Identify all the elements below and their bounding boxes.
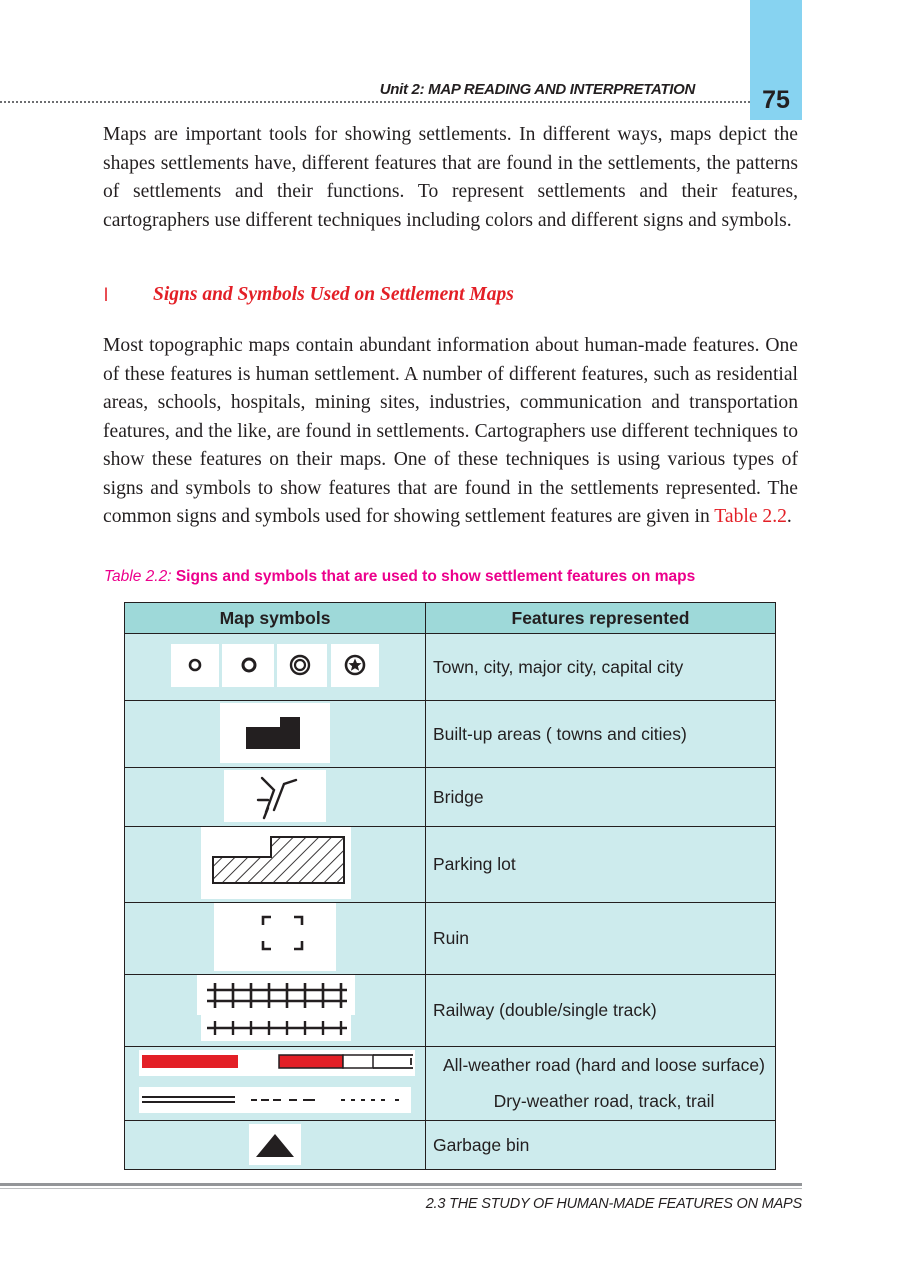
paragraph-intro: Maps are important tools for showing settlements. In different ways, maps depict the shapes settlements have, different features that are found in the settlements, the patterns of settlements and their functions. To represent settlements and their features, cartographers use different techniques including colors and different signs and symbols. [103, 124, 798, 231]
bridge-icon [224, 770, 326, 822]
parking-lot-icon [201, 827, 351, 899]
major-city-symbol-icon [277, 644, 327, 687]
running-head: Unit 2: MAP READING AND INTERPRETATION [379, 81, 695, 98]
table-row [125, 1046, 775, 1120]
table-header-row [125, 603, 775, 633]
section-heading: Signs and Symbols Used on Settlement Maps [153, 284, 514, 305]
feature-label: Bridge [433, 786, 484, 807]
feature-label: Dry-weather road, track, trail [493, 1091, 715, 1112]
built-up-area-icon [220, 703, 330, 763]
table-row [125, 974, 775, 1046]
symbol-cell [125, 701, 426, 767]
table-row [125, 902, 775, 974]
paragraph-signs-end: . [786, 506, 792, 527]
header-divider [0, 101, 750, 103]
feature-label: Parking lot [433, 854, 516, 874]
single-track-railway-icon [201, 1015, 351, 1041]
feature-label: Railway (double/single track) [433, 1000, 657, 1020]
city-symbol-icon [222, 644, 274, 687]
table-row [125, 826, 775, 902]
symbol-cell [125, 903, 426, 974]
table-caption-label: Table 2.2: [104, 568, 172, 585]
feature-label: Ruin [433, 928, 469, 948]
garbage-bin-icon [249, 1124, 301, 1165]
symbol-cell [125, 827, 426, 902]
table-row [125, 1120, 775, 1169]
ruin-icon [214, 903, 336, 971]
running-footer: 2.3 THE STUDY OF HUMAN-MADE FEATURES ON MAPS [425, 1196, 802, 1212]
header-features-represented: Features represented [511, 607, 690, 628]
symbol-cell [125, 1121, 426, 1169]
town-symbol-icon [171, 644, 219, 687]
table-caption [104, 568, 695, 586]
footer-divider [0, 1183, 802, 1186]
feature-label: Garbage bin [433, 1134, 530, 1155]
page-number: 75 [762, 86, 790, 114]
table-row [125, 767, 775, 826]
feature-label: Built-up areas ( towns and cities) [433, 723, 687, 744]
feature-label: All-weather road (hard and loose surface) [443, 1054, 765, 1075]
all-weather-road-icon [139, 1050, 415, 1076]
header-map-symbols: Map symbols [125, 603, 426, 633]
table-row [125, 633, 775, 700]
capital-city-symbol-icon [331, 644, 379, 687]
symbol-cell [125, 634, 426, 700]
paragraph-signs [103, 332, 798, 532]
double-track-railway-icon [197, 975, 355, 1015]
dry-weather-road-icon [139, 1087, 411, 1113]
footer-divider-thin [0, 1188, 802, 1189]
symbol-cell [125, 975, 426, 1046]
section-bullet: l [104, 285, 108, 305]
symbol-cell [125, 1047, 426, 1120]
symbols-table [124, 602, 776, 1170]
feature-label-pair [426, 1047, 775, 1120]
paragraph-signs-text: Most topographic maps contain abundant information about human-made features. One of these features is human settlement. A number of different features, such as residential areas, schools, hospitals, mining sites, industries, communication and transportation features, and the like, are found in settlements. Cartographers use different techniques to show these features on their maps. One of these techniques is using various types of signs and symbols to show features that are found in the settlements represented. The common signs and symbols used for showing settlement features are given in [103, 335, 798, 527]
symbol-cell [125, 768, 426, 826]
feature-label: Town, city, major city, capital city [433, 656, 684, 677]
table-row [125, 700, 775, 767]
table-caption-text: Signs and symbols that are used to show settlement features on maps [175, 568, 696, 585]
table-reference-link[interactable]: Table 2.2 [714, 506, 787, 527]
